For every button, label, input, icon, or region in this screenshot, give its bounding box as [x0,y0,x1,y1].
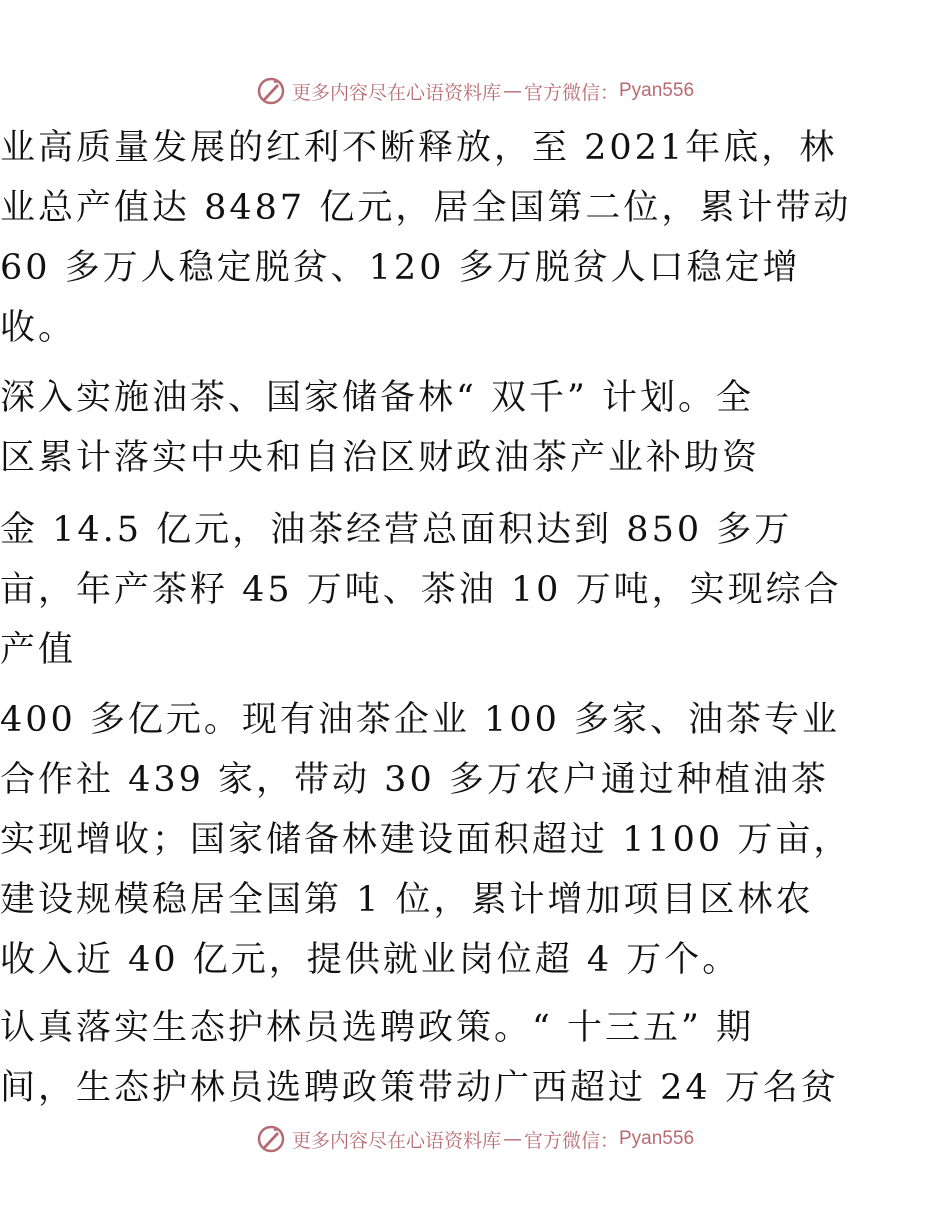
text-line: 60 多万人稳定脱贫、120 多万脱贫人口稳定增 [0,248,801,288]
watermark-separator: — [502,80,522,102]
paragraph-1 [0,118,950,358]
watermark-brand: 更多内容尽在心语资料库 [291,1129,501,1152]
watermark-brand: 更多内容尽在心语资料库 [291,81,501,104]
text-line: 业总产值达 8487 亿元，居全国第二位，累计带动 [0,188,852,228]
header-watermark [0,76,950,106]
text-line: 产值 [0,630,77,670]
text-line: 实现增收；国家储备林建设面积超过 1100 万亩， [0,820,852,860]
paragraph-2 [0,368,950,488]
watermark-wechat-id: Pyan556 [619,1128,695,1149]
quill-pen-icon [256,76,286,106]
footer-watermark [0,1124,950,1154]
text-line: 金 14.5 亿元，油茶经营总面积达到 850 多万 [0,510,793,550]
paragraph-4 [0,690,950,990]
watermark-separator: — [502,1128,522,1150]
text-line: 400 多亿元。现有油茶企业 100 多家、油茶专业 [0,700,840,740]
watermark-wechat-id: Pyan556 [619,80,695,101]
watermark-wechat-label: 官方微信： [523,1129,619,1152]
text-line: 间，生态护林员选聘政策带动广西超过 24 万名贫 [0,1068,839,1108]
quill-pen-icon [256,1124,286,1154]
paragraph-3 [0,500,950,680]
text-line: 深入实施油茶、国家储备林“ 双千” 计划。全 [0,378,755,418]
text-line: 区累计落实中央和自治区财政油茶产业补助资 [0,438,761,478]
text-line: 收。 [0,308,77,348]
text-line: 亩，年产茶籽 45 万吨、茶油 10 万吨，实现综合 [0,570,842,610]
text-line: 合作社 439 家，带动 30 多万农户通过种植油茶 [0,760,829,800]
text-line: 建设规模稳居全国第 1 位，累计增加项目区林农 [0,880,814,920]
watermark-wechat-label: 官方微信： [523,81,619,104]
text-line: 认真落实生态护林员选聘政策。“ 十三五” 期 [0,1008,755,1048]
paragraph-5 [0,998,950,1118]
text-line: 业高质量发展的红利不断释放，至 2021年底，林 [0,128,838,168]
text-line: 收入近 40 亿元，提供就业岗位超 4 万个。 [0,940,741,980]
